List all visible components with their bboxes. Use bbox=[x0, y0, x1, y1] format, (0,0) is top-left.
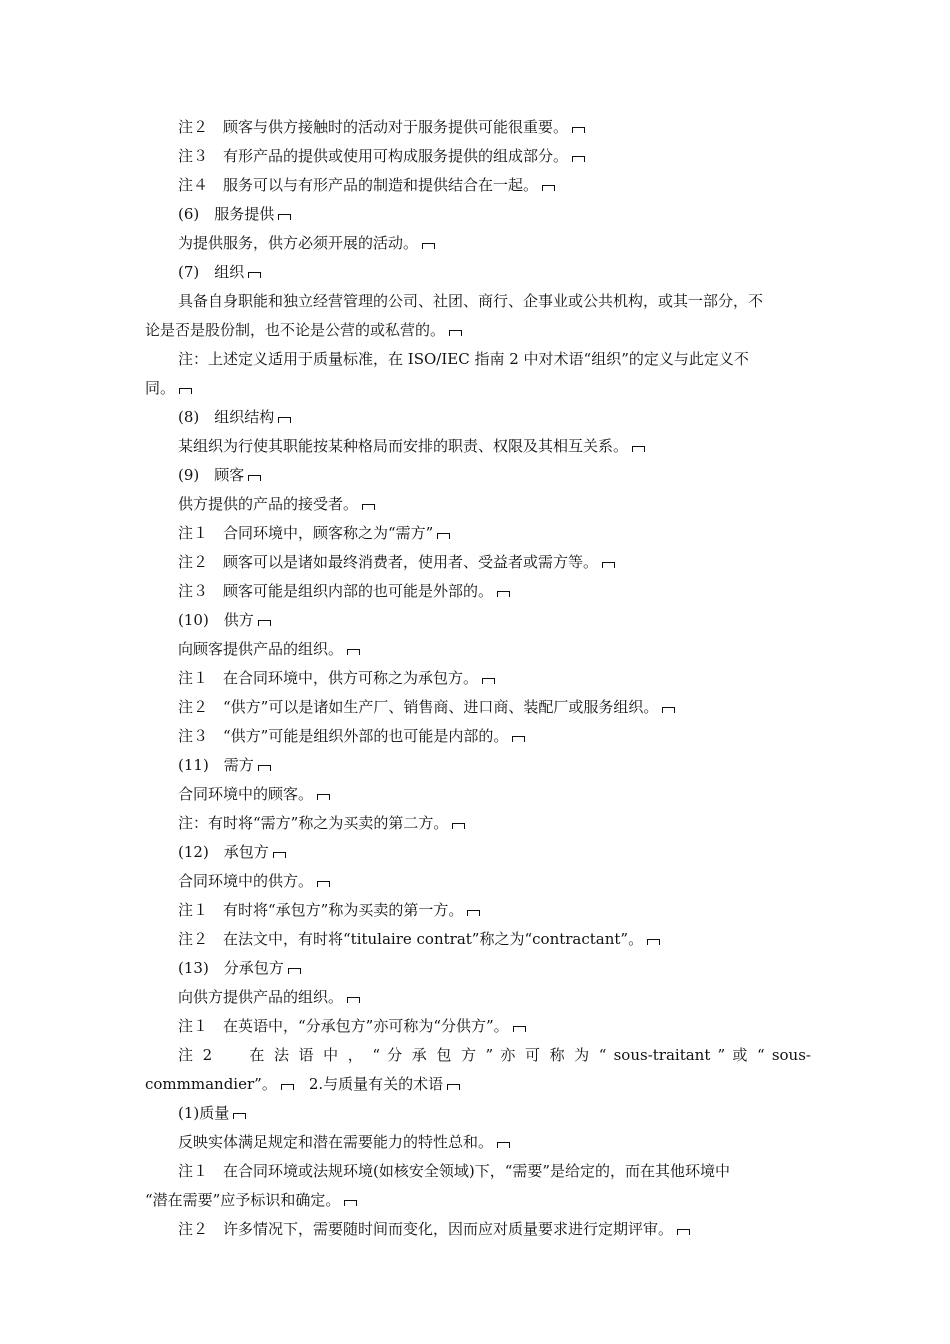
line-text: (1)质量 bbox=[178, 1104, 230, 1122]
line-text: 供方提供的产品的接受者。 bbox=[178, 495, 359, 513]
line-text: 注３ 有形产品的提供或使用可构成服务提供的组成部分。 bbox=[178, 147, 569, 165]
paragraph-mark-icon bbox=[467, 910, 480, 916]
paragraph-mark-icon bbox=[447, 1084, 460, 1090]
line-text: 注３ 顾客可能是组织内部的也可能是外部的。 bbox=[178, 582, 494, 600]
text-line bbox=[145, 983, 811, 1012]
paragraph-mark-icon bbox=[281, 1084, 294, 1090]
line-text: 注２ 顾客可以是诸如最终消费者，使用者、受益者或需方等。 bbox=[178, 553, 599, 571]
text-line bbox=[145, 171, 811, 200]
line-text: 合同环境中的顾客。 bbox=[178, 785, 314, 803]
text-line bbox=[145, 1186, 811, 1215]
text-line bbox=[145, 780, 811, 809]
text-line bbox=[145, 751, 811, 780]
line-text: 注２ 在法文中，有时将“titulaire contrat”称之为“contractant”。 bbox=[178, 930, 644, 948]
paragraph-mark-icon bbox=[482, 678, 495, 684]
paragraph-mark-icon bbox=[677, 1229, 690, 1235]
line-text: 合同环境中的供方。 bbox=[178, 872, 314, 890]
paragraph-mark-icon bbox=[647, 939, 660, 945]
line-text: 注３ “供方”可能是组织外部的也可能是内部的。 bbox=[178, 727, 509, 745]
text-line bbox=[145, 432, 811, 461]
text-line bbox=[145, 954, 811, 983]
line-text: 注 2 在 法 语 中 ， “ 分 承 包 方 ” 亦 可 称 为 “ sous-traitant ” 或 “ sous- bbox=[178, 1046, 811, 1064]
paragraph-mark-icon bbox=[513, 1026, 526, 1032]
paragraph-mark-icon bbox=[347, 649, 360, 655]
text-line bbox=[145, 403, 811, 432]
paragraph-mark-icon bbox=[452, 823, 465, 829]
line-text: 反映实体满足规定和潜在需要能力的特性总和。 bbox=[178, 1133, 494, 1151]
line-text: 注１ 在英语中，“分承包方”亦可称为“分供方”。 bbox=[178, 1017, 509, 1035]
line-text: 论是否是股份制，也不论是公营的或私营的。 bbox=[145, 321, 446, 339]
text-line bbox=[145, 1041, 811, 1070]
paragraph-mark-icon bbox=[632, 446, 645, 452]
text-line bbox=[145, 229, 811, 258]
text-line bbox=[145, 200, 811, 229]
line-text: 注１ 合同环境中，顾客称之为“需方” bbox=[178, 524, 434, 542]
paragraph-mark-icon bbox=[662, 707, 675, 713]
line-text: 注：上述定义适用于质量标准，在 ISO/IEC 指南 2 中对术语“组织”的定义与此定义不 bbox=[178, 350, 749, 368]
text-line bbox=[145, 722, 811, 751]
text-line bbox=[145, 664, 811, 693]
text-line bbox=[145, 809, 811, 838]
line-text: (7) 组织 bbox=[178, 263, 245, 281]
paragraph-mark-icon bbox=[344, 1200, 357, 1206]
document-page bbox=[145, 113, 811, 1244]
line-text: 注２ 许多情况下，需要随时间而变化，因而应对质量要求进行定期评审。 bbox=[178, 1220, 674, 1238]
paragraph-mark-icon bbox=[258, 765, 271, 771]
paragraph-mark-icon bbox=[317, 881, 330, 887]
line-text: 注１ 在合同环境中，供方可称之为承包方。 bbox=[178, 669, 479, 687]
line-text: (11) 需方 bbox=[178, 756, 254, 774]
line-text: (12) 承包方 bbox=[178, 843, 269, 861]
text-line bbox=[145, 490, 811, 519]
text-line bbox=[145, 142, 811, 171]
paragraph-mark-icon bbox=[437, 533, 450, 539]
line-text: 某组织为行使其职能按某种格局而安排的职责、权限及其相互关系。 bbox=[178, 437, 629, 455]
text-line bbox=[145, 519, 811, 548]
line-text: commmandier”。 bbox=[145, 1075, 277, 1093]
paragraph-mark-icon bbox=[258, 620, 271, 626]
line-text: 具备自身职能和独立经营管理的公司、社团、商行、企事业或公共机构，或其一部分，不 bbox=[178, 292, 764, 310]
text-line bbox=[145, 345, 811, 374]
line-text: (9) 顾客 bbox=[178, 466, 245, 484]
paragraph-mark-icon bbox=[542, 185, 555, 191]
line-text: 为提供服务，供方必须开展的活动。 bbox=[178, 234, 419, 252]
line-text: 注２ 顾客与供方接触时的活动对于服务提供可能很重要。 bbox=[178, 118, 569, 136]
line-text: 注：有时将“需方”称之为买卖的第二方。 bbox=[178, 814, 449, 832]
paragraph-mark-icon bbox=[273, 852, 286, 858]
line-tail-text: 2.与质量有关的术语 bbox=[293, 1075, 444, 1093]
paragraph-mark-icon bbox=[512, 736, 525, 742]
text-line bbox=[145, 577, 811, 606]
paragraph-mark-icon bbox=[602, 562, 615, 568]
line-text: “潜在需要”应予标识和确定。 bbox=[145, 1191, 341, 1209]
line-text: (8) 组织结构 bbox=[178, 408, 275, 426]
text-line bbox=[145, 635, 811, 664]
text-line bbox=[145, 1157, 811, 1186]
text-line bbox=[145, 548, 811, 577]
line-text: 注４ 服务可以与有形产品的制造和提供结合在一起。 bbox=[178, 176, 539, 194]
line-text: (6) 服务提供 bbox=[178, 205, 275, 223]
text-line bbox=[145, 1215, 811, 1244]
text-line bbox=[145, 461, 811, 490]
text-line bbox=[145, 113, 811, 142]
paragraph-mark-icon bbox=[179, 388, 192, 394]
text-line bbox=[145, 1128, 811, 1157]
line-text: 同。 bbox=[145, 379, 176, 397]
line-text: 向供方提供产品的组织。 bbox=[178, 988, 344, 1006]
paragraph-mark-icon bbox=[233, 1113, 246, 1119]
line-text: 注２ “供方”可以是诸如生产厂、销售商、进口商、装配厂或服务组织。 bbox=[178, 698, 659, 716]
text-line bbox=[145, 1070, 811, 1099]
paragraph-mark-icon bbox=[422, 243, 435, 249]
paragraph-mark-icon bbox=[572, 127, 585, 133]
text-line bbox=[145, 867, 811, 896]
text-line bbox=[145, 925, 811, 954]
paragraph-mark-icon bbox=[288, 968, 301, 974]
paragraph-mark-icon bbox=[278, 417, 291, 423]
paragraph-mark-icon bbox=[497, 1142, 510, 1148]
paragraph-mark-icon bbox=[572, 156, 585, 162]
paragraph-mark-icon bbox=[248, 272, 261, 278]
line-text: (10) 供方 bbox=[178, 611, 254, 629]
paragraph-mark-icon bbox=[347, 997, 360, 1003]
text-line bbox=[145, 287, 811, 316]
line-text: 注１ 在合同环境或法规环境(如核安全领域)下，“需要”是给定的，而在其他环境中 bbox=[178, 1162, 731, 1180]
line-text: (13) 分承包方 bbox=[178, 959, 284, 977]
line-text: 向顾客提供产品的组织。 bbox=[178, 640, 344, 658]
text-line bbox=[145, 838, 811, 867]
paragraph-mark-icon bbox=[248, 475, 261, 481]
text-line bbox=[145, 1012, 811, 1041]
paragraph-mark-icon bbox=[317, 794, 330, 800]
text-line bbox=[145, 606, 811, 635]
text-line bbox=[145, 374, 811, 403]
text-line bbox=[145, 693, 811, 722]
text-line bbox=[145, 258, 811, 287]
line-text: 注１ 有时将“承包方”称为买卖的第一方。 bbox=[178, 901, 464, 919]
paragraph-mark-icon bbox=[278, 214, 291, 220]
text-line bbox=[145, 896, 811, 925]
text-line bbox=[145, 316, 811, 345]
text-line bbox=[145, 1099, 811, 1128]
paragraph-mark-icon bbox=[497, 591, 510, 597]
paragraph-mark-icon bbox=[449, 330, 462, 336]
paragraph-mark-icon bbox=[362, 504, 375, 510]
